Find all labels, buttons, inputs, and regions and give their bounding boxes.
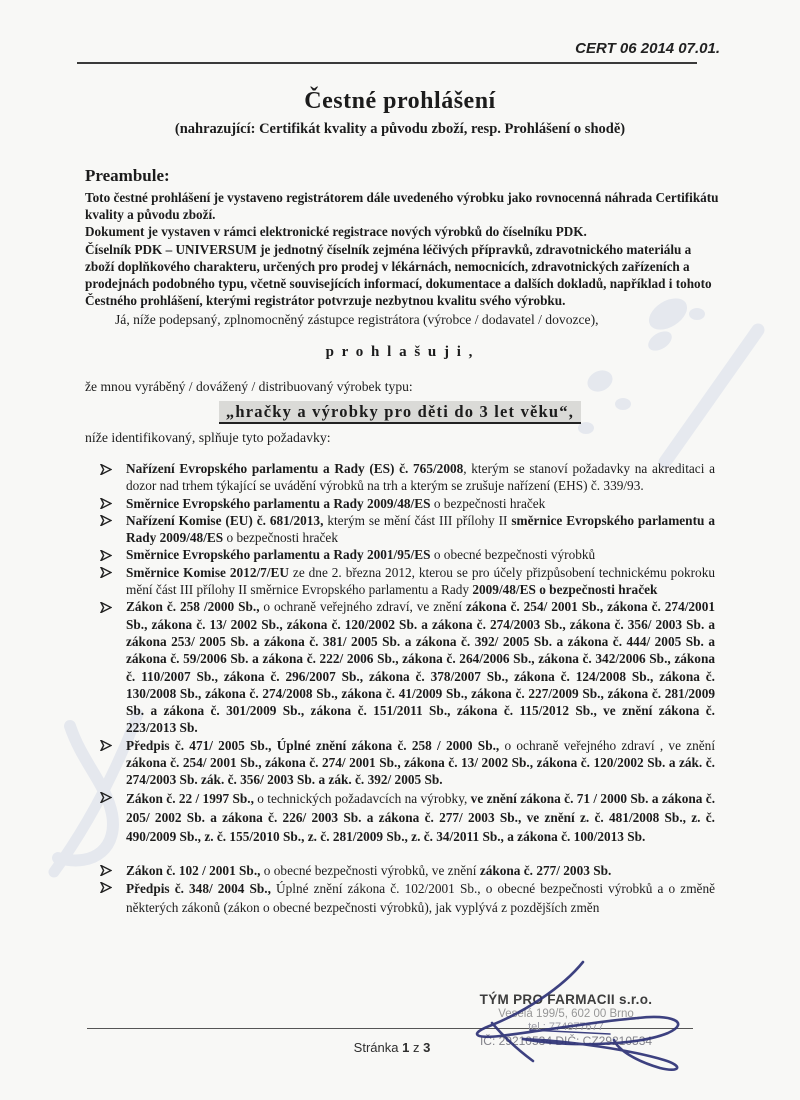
requirement-ref-bold: Směrnice Evropského parlamentu a Rady 2009/48/ES	[126, 495, 431, 511]
requirement-item	[100, 512, 715, 547]
stamp-registration-ids: IČ: 29210534 DIČ: CZ29210534	[479, 1034, 653, 1048]
page-subtitle: (nahrazující: Certifikát kvality a původu zboží, resp. Prohlášení o shodě)	[174, 121, 626, 137]
bullet-arrow-icon	[100, 792, 112, 803]
bullet-arrow-icon	[100, 515, 112, 526]
preamble-paragraph: Toto čestné prohlášení je vystaveno registrátorem dále uvedeného výrobku jako rovnocenná náhrada Certifikátu kvality a původu zboží.	[85, 190, 719, 223]
requirement-text: , kterým se stanoví požadavky na akreditaci a dozor nad trhem týkající se uvádění výrobků na trh a kterým se zrušuje nařízení (EHS) č. 339/93.	[126, 461, 715, 494]
requirement-text: o bezpečnosti hraček	[430, 495, 546, 511]
requirement-ref-bold: ve znění zákona č. 71 / 2000 Sb. a zákona č. 205/ 2002 Sb. a zákona č. 226/ 2003 Sb. a zákona č. 277/ 2003 Sb., ve znění z. č. 481/2008 Sb., z. č. 490/2009 Sb., z. č. 155/2010 Sb., z. č. 281/2009 Sb., z. č. 34/2011 Sb., a zákona č. 100/2013 Sb.	[126, 790, 716, 844]
page-number-current: 1	[402, 1040, 410, 1055]
preamble-heading: Preambule:	[85, 166, 170, 185]
requirement-ref-bold: Směrnice Komise 2012/7/EU	[126, 564, 289, 580]
product-name-highlight: „hračky a výrobky pro děti do 3 let věku“,	[219, 401, 581, 424]
requirement-item	[100, 789, 715, 846]
requirement-item	[100, 460, 715, 495]
product-name-line	[0, 401, 800, 424]
bullet-arrow-icon	[100, 740, 112, 751]
requirement-item	[100, 546, 715, 563]
requirement-ref-bold: Směrnice Evropského parlamentu a Rady 2001/95/ES	[126, 547, 431, 563]
bullet-arrow-icon	[100, 882, 112, 893]
requirement-ref-bold: Nařízení Evropského parlamentu a Rady (ES) č. 765/2008	[126, 461, 464, 476]
requirement-ref-bold: Nařízení Komise (EU) č. 681/2013,	[126, 512, 324, 528]
requirement-text: ze dne 2. března 2012, kterou se pro účely přizpůsobení technickému pokroku mění část III přílohy II směrnice Evropského parlamentu a Rady	[126, 564, 715, 598]
preamble-paragraphs	[85, 189, 723, 309]
requirement-text: o ochraně veřejného zdraví , ve znění	[499, 737, 716, 753]
requirement-item	[100, 879, 715, 917]
requirement-ref-bold: směrnice Evropského parlamentu a Rady 2009/48/ES	[126, 512, 715, 546]
page-number-separator: z	[412, 1040, 420, 1055]
declaration-verb: p r o h l a š u j i ,	[325, 344, 475, 360]
bullet-arrow-icon	[100, 550, 112, 561]
requirement-item	[100, 598, 715, 736]
header-rule	[77, 62, 697, 64]
requirement-ref-bold: Zákon č. 102 / 2001 Sb.,	[126, 862, 261, 878]
requirement-text: o ochraně veřejného zdraví, ve znění	[259, 599, 466, 615]
preamble-section	[85, 166, 723, 309]
stamp-phone: tel.: 774877677	[528, 1021, 604, 1033]
requirement-ref-bold: 2009/48/ES o bezpečnosti hraček	[472, 582, 658, 598]
declarant-line: Já, níže podepsaný, zplnomocněný zástupce registrátora (výrobce / dodavatel / dovozce),	[115, 312, 599, 327]
requirement-ref-bold: Předpis č. 471/ 2005 Sb., Úplné znění zákona č. 258 / 2000 Sb.,	[126, 737, 500, 753]
requirement-ref-bold: Zákon č. 258 /2000 Sb.,	[126, 599, 260, 615]
page-title: Čestné prohlášení	[304, 88, 496, 114]
requirement-text: o obecné bezpečnosti výrobků, ve znění	[260, 862, 480, 878]
requirement-item	[100, 862, 715, 879]
bullet-arrow-icon	[100, 567, 112, 578]
requirement-text: o obecné bezpečnosti výrobků	[430, 547, 596, 563]
page-number-label: Stránka	[353, 1040, 399, 1055]
company-stamp	[446, 992, 686, 1048]
bullet-arrow-icon	[100, 602, 112, 613]
requirement-text: o bezpečnosti hraček	[223, 530, 338, 546]
requirements-list	[100, 460, 715, 917]
bullet-arrow-icon	[100, 865, 112, 876]
requirement-ref-bold: zákona č. 254/ 2001 Sb., zákona č. 274/2001 Sb., zákona č. 13/ 2002 Sb., zákona č. 120/2002 Sb. a zákona č. 274/2003 Sb., zákona č. 356/ 2003 Sb. a zákona 253/ 2005 Sb. a zákona č. 381/ 2005 Sb. a zákona č. 392/ 2005 Sb. a zákona č. 444/ 2005 Sb. a zákona č. 59/2006 Sb. a zákona č. 222/ 2006 Sb., zákona č. 264/2006 Sb., zákona č. 342/2006 Sb., zákona č. 110/2007 Sb., zákona č. 296/2007 Sb., zákona č. 378/2007 Sb., zákona č. 124/2008 Sb., zákona č. 130/2008 Sb., zákona č. 274/2008 Sb., zákona č. 41/2009 Sb., zákona č. 227/2009 Sb., zákona č. 281/2009 Sb. a zákona č. 301/2009 Sb., zákona č. 151/2011 Sb., zákona č. 115/2012 Sb., ve znění zákona č. 223/2013 Sb.	[126, 599, 716, 736]
requirement-ref-bold: zákona č. 277/ 2003 Sb.	[479, 862, 612, 878]
stamp-company-name: TÝM PRO FARMACII s.r.o.	[479, 992, 653, 1007]
requirement-text: kterým se mění část III přílohy II	[323, 512, 512, 528]
bullet-arrow-icon	[100, 464, 112, 475]
requirements-intro: níže identifikovaný, splňuje tyto požadavky:	[85, 430, 331, 445]
requirement-item	[100, 495, 715, 512]
requirement-text: o technických požadavcích na výrobky,	[253, 790, 471, 806]
doc-code: CERT 06 2014 07.01.	[575, 40, 720, 57]
requirement-ref-bold: Předpis č. 348/ 2004 Sb.,	[126, 880, 271, 896]
bullet-arrow-icon	[100, 498, 112, 509]
requirement-ref-bold: zákona č. 254/ 2001 Sb., zákona č. 274/ 2001 Sb., zákona č. 13/ 2002 Sb., zákona č. 120/2002 Sb. a zák. č. 274/2003 Sb. zák. č. 356/ 2003 Sb. a zák. č. 392/ 2005 Sb.	[126, 755, 715, 788]
product-type-intro: že mnou vyráběný / dovážený / distribuovaný výrobek typu:	[85, 379, 413, 394]
requirement-ref-bold: Zákon č. 22 / 1997 Sb.,	[126, 790, 254, 806]
page-number-total: 3	[423, 1040, 431, 1055]
preamble-paragraph: Dokument je vystaven v rámci elektronické registrace nových výrobků do číselníku PDK.	[85, 224, 587, 240]
preamble-paragraph: Číselník PDK – UNIVERSUM je jednotný číselník zejména léčivých přípravků, zdravotnického materiálu a zboží doplňkového charakteru, určených pro prodej v lékárnách, nemocnicích, zdravotnických zařízeních a prodejnách podobného typu, včetně souvisejících informací, dokumentace a dalších dokladů, například i tohoto Čestného prohlášení, kterými registrátor potvrzuje nezbytnou kvalitu svého výrobku.	[85, 241, 712, 309]
requirement-text: Úplné znění zákona č. 102/2001 Sb., o obecné bezpečnosti výrobků a o změně některých zákonů (zákon o obecné bezpečnosti výrobků), jak vyplývá z pozdějších změn	[126, 880, 715, 915]
requirement-item	[100, 737, 715, 789]
stamp-address: Veselá 199/5, 602 00 Brno	[498, 1008, 634, 1020]
requirement-item	[100, 564, 715, 599]
